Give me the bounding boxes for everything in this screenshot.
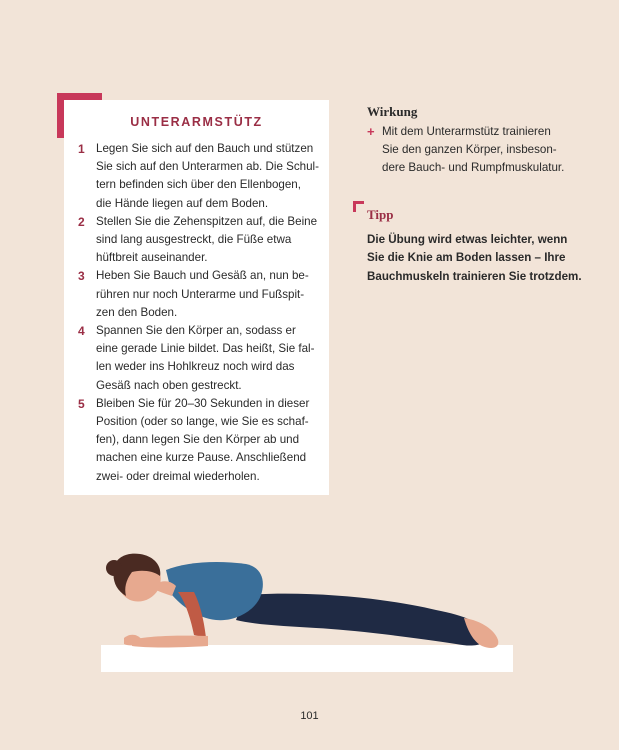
step-text-line: tern befinden sich über den Ellenbogen, [96, 178, 301, 192]
step-text-line: hüftbreit auseinander. [96, 251, 208, 265]
step-text-line: eine gerade Linie bildet. Das heißt, Sie fal- [96, 342, 315, 356]
hair-bun [106, 560, 122, 576]
step-text-line: len weder ins Hohlkreuz noch wird das [96, 360, 295, 374]
steps-list [78, 140, 318, 486]
step-number: 4 [78, 324, 85, 339]
step-number: 5 [78, 396, 85, 411]
exercise-card [64, 100, 329, 495]
page-number: 101 [300, 710, 319, 722]
step-text-line: rühren nur noch Unterarme und Fußspit- [96, 287, 305, 301]
legs [236, 594, 486, 646]
wirkung-heading: Wirkung [367, 104, 418, 119]
step-text-line: sind lang ausgestreckt, die Füße etwa [96, 233, 292, 247]
tipp-text-line: Sie die Knie am Boden lassen – Ihre [367, 251, 566, 265]
tipp-text-line: Bauchmuskeln trainieren Sie trotzdem. [367, 269, 582, 283]
step-text-line: die Hände liegen auf dem Boden. [96, 196, 269, 210]
step-text-line: fen), dann legen Sie den Körper ab und [96, 433, 300, 447]
step-text-line: Sie sich auf den Unterarmen ab. Die Schul- [96, 160, 319, 174]
tipp-body [367, 231, 582, 286]
exercise-mat [101, 645, 513, 672]
step-number: 1 [78, 142, 85, 156]
step-text-line: zen den Boden. [96, 305, 178, 319]
plank-illustration [96, 540, 516, 680]
step-text-line: Stellen Sie die Zehenspitzen auf, die Beine [96, 214, 318, 228]
wirkung-text-line: Sie den ganzen Körper, insbeson- [382, 143, 557, 157]
step-text-line: Gesäß nach oben gestreckt. [96, 378, 242, 392]
step-text-line: Legen Sie sich auf den Bauch und stützen [96, 142, 314, 155]
tipp-text-line: Die Übung wird etwas leichter, wenn [367, 233, 568, 246]
wirkung-text-line: dere Bauch- und Rumpfmuskulatur. [382, 161, 565, 175]
step-text-line: machen eine kurze Pause. Anschließend [96, 451, 307, 465]
wirkung-text-line: Mit dem Unterarmstütz trainieren [382, 125, 551, 138]
exercise-title: UNTERARMSTÜTZ [130, 115, 263, 129]
step-item [78, 267, 318, 322]
step-item [78, 140, 318, 213]
step-text-line: Bleiben Sie für 20–30 Sekunden in dieser [96, 396, 310, 410]
step-text-line: Heben Sie Bauch und Gesäß an, nun be- [96, 269, 309, 283]
tipp-heading: Tipp [367, 207, 394, 222]
step-text-line: Spannen Sie den Körper an, sodass er [96, 324, 296, 338]
step-number: 3 [78, 269, 85, 284]
forearm [132, 636, 208, 648]
step-text-line: zwei- oder dreimal wiederholen. [96, 469, 260, 483]
step-item [78, 395, 318, 486]
step-text-line: Position (oder so lange, wie Sie es schaf- [96, 415, 309, 429]
step-number: 2 [78, 214, 85, 229]
step-item [78, 322, 318, 395]
wirkung-body [367, 123, 564, 178]
plus-icon: + [367, 124, 375, 139]
tipp-corner-icon [353, 201, 364, 212]
step-item [78, 213, 318, 268]
